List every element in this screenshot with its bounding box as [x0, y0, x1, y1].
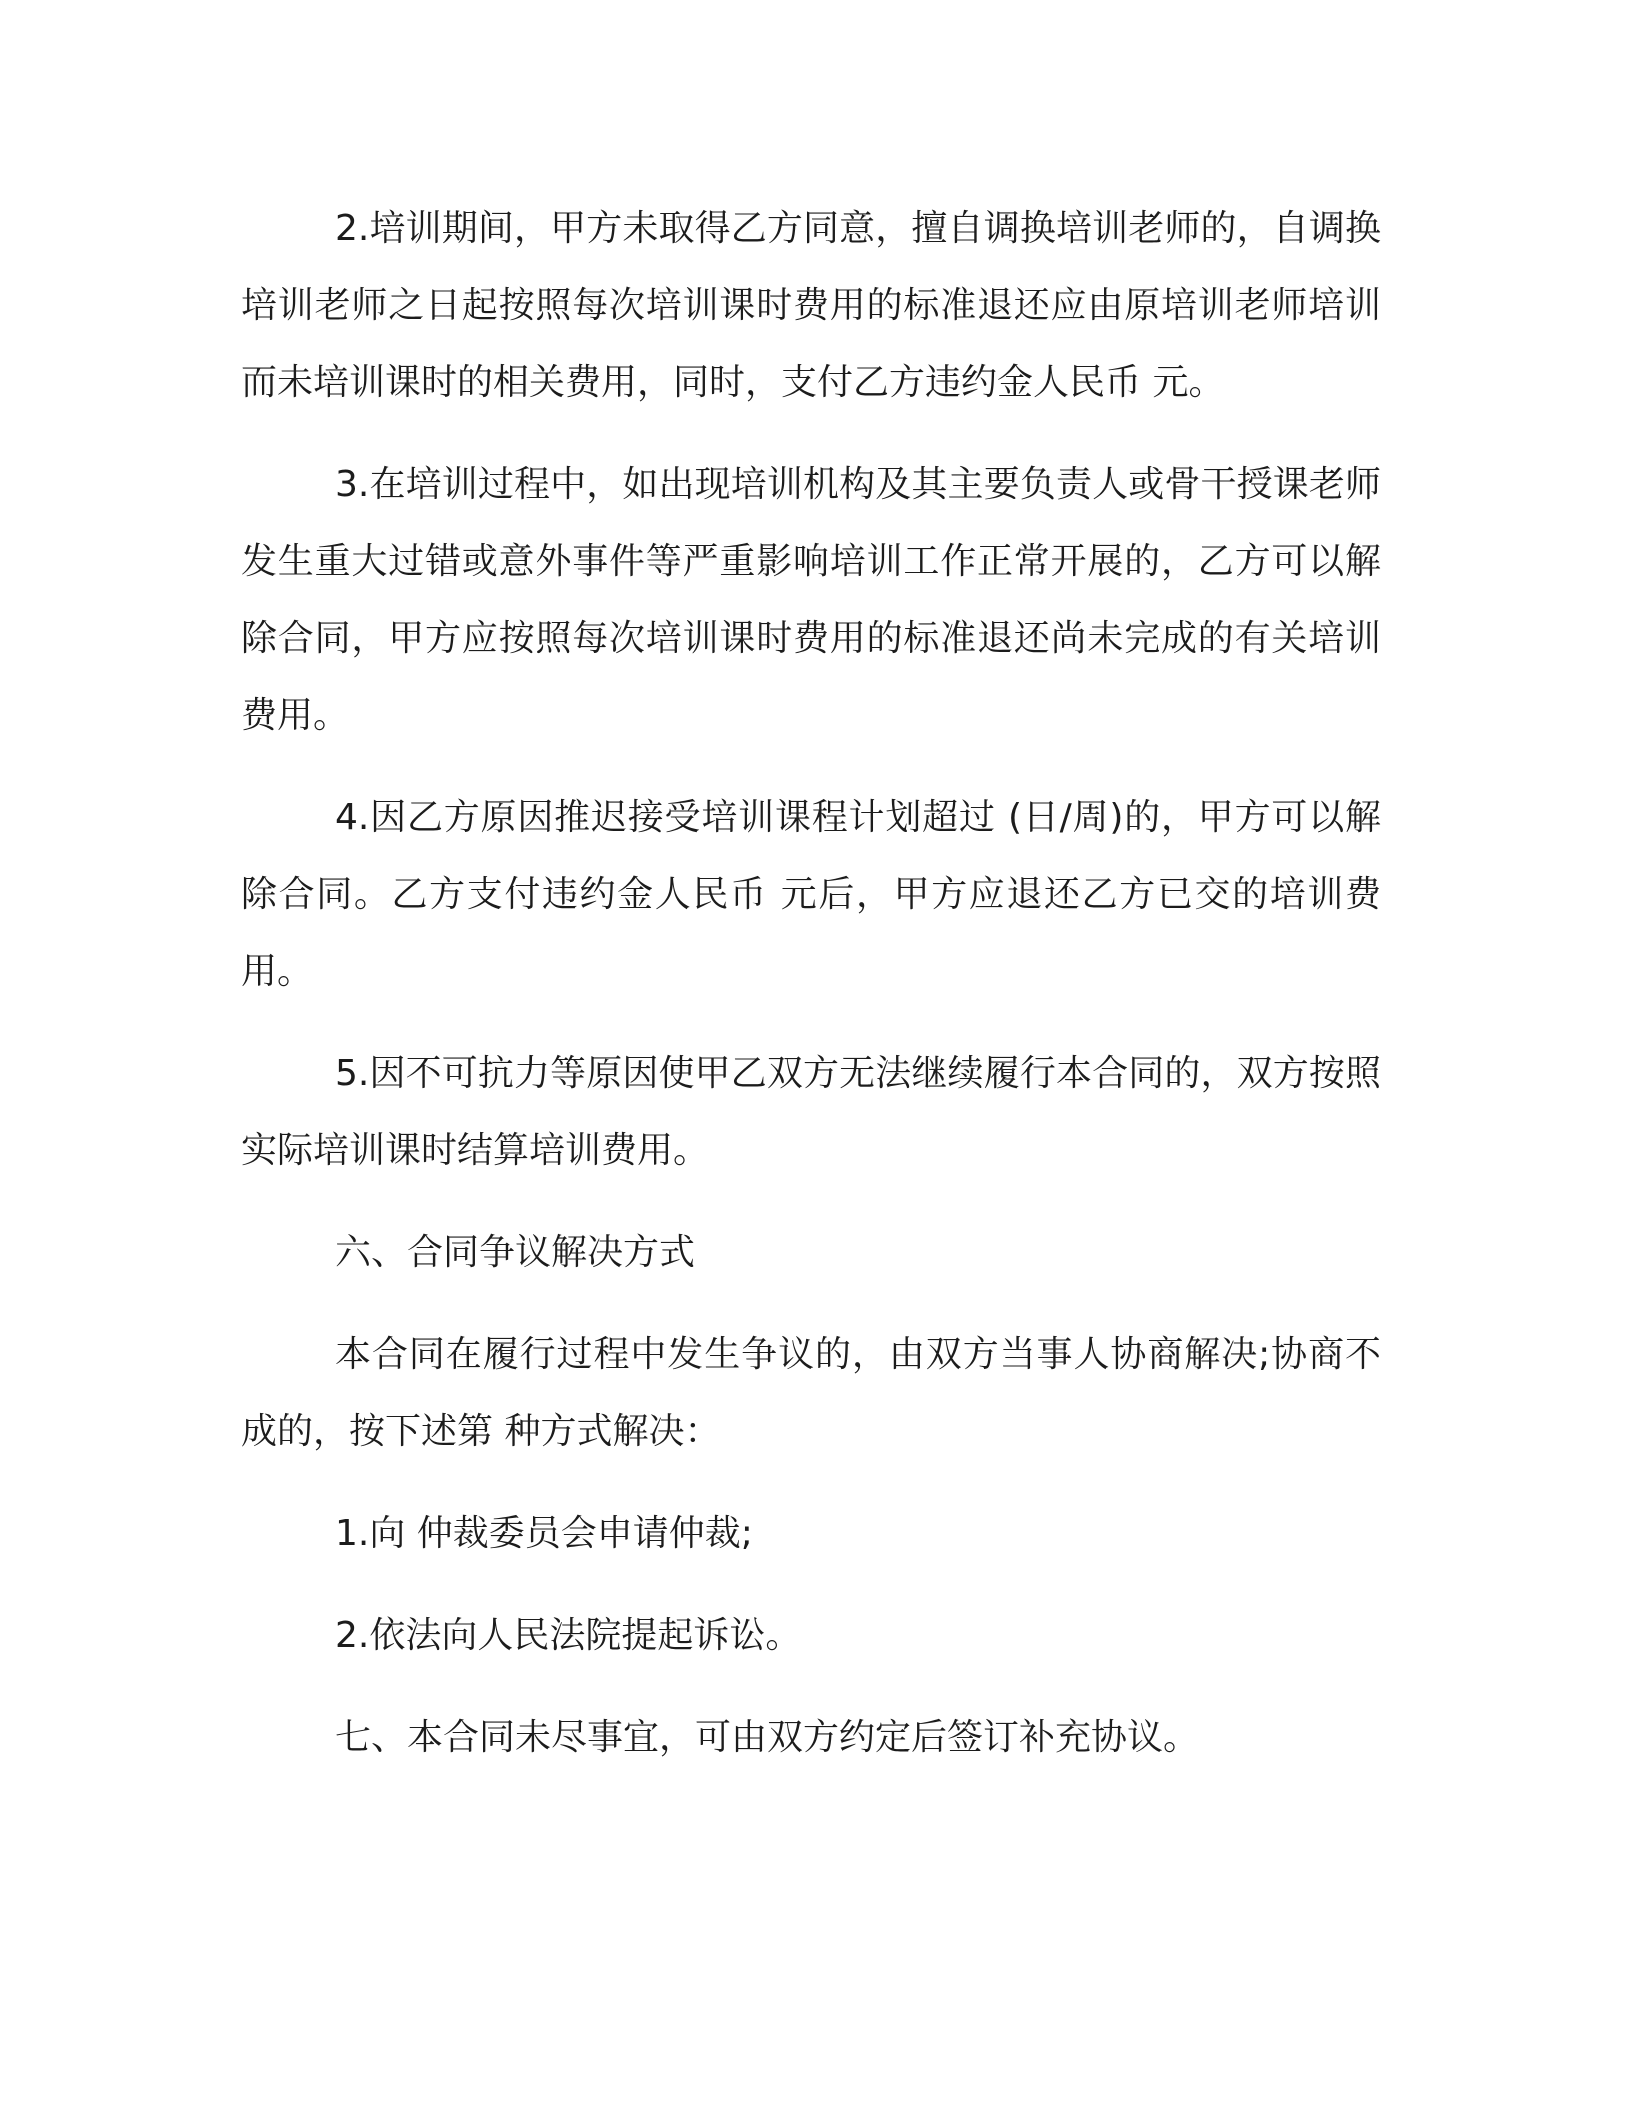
section-7-paragraph: 七、本合同未尽事宜，可由双方约定后签订补充协议。 [335, 1717, 1200, 1758]
arbitration-option: 1.向 仲裁委员会申请仲裁; [335, 1513, 753, 1554]
clause-4-paragraph: 4.因乙方原因推迟接受培训课程计划超过 (日/周)的，甲方可以解除合同。乙方支付违约金人民币 元后，甲方应退还乙方已交的培训费用。 [241, 797, 1381, 992]
dispute-resolution-paragraph: 本合同在履行过程中发生争议的，由双方当事人协商解决;协商不成的，按下述第 种方式解决： [241, 1334, 1381, 1452]
clause-2-paragraph: 2.培训期间，甲方未取得乙方同意，擅自调换培训老师的，自调换培训老师之日起按照每次培训课时费用的标准退还应由原培训老师培训而未培训课时的相关费用，同时，支付乙方违约金人民币 元。 [241, 208, 1381, 403]
litigation-option: 2.依法向人民法院提起诉讼。 [335, 1615, 802, 1656]
document-body [241, 190, 1381, 1801]
clause-5-paragraph: 5.因不可抗力等原因使甲乙双方无法继续履行本合同的，双方按照实际培训课时结算培训费用。 [241, 1053, 1381, 1171]
clause-3-paragraph: 3.在培训过程中，如出现培训机构及其主要负责人或骨干授课老师发生重大过错或意外事件等严重影响培训工作正常开展的，乙方可以解除合同，甲方应按照每次培训课时费用的标准退还尚未完成的有关培训费用。 [241, 464, 1381, 736]
section-6-heading: 六、合同争议解决方式 [335, 1232, 696, 1273]
